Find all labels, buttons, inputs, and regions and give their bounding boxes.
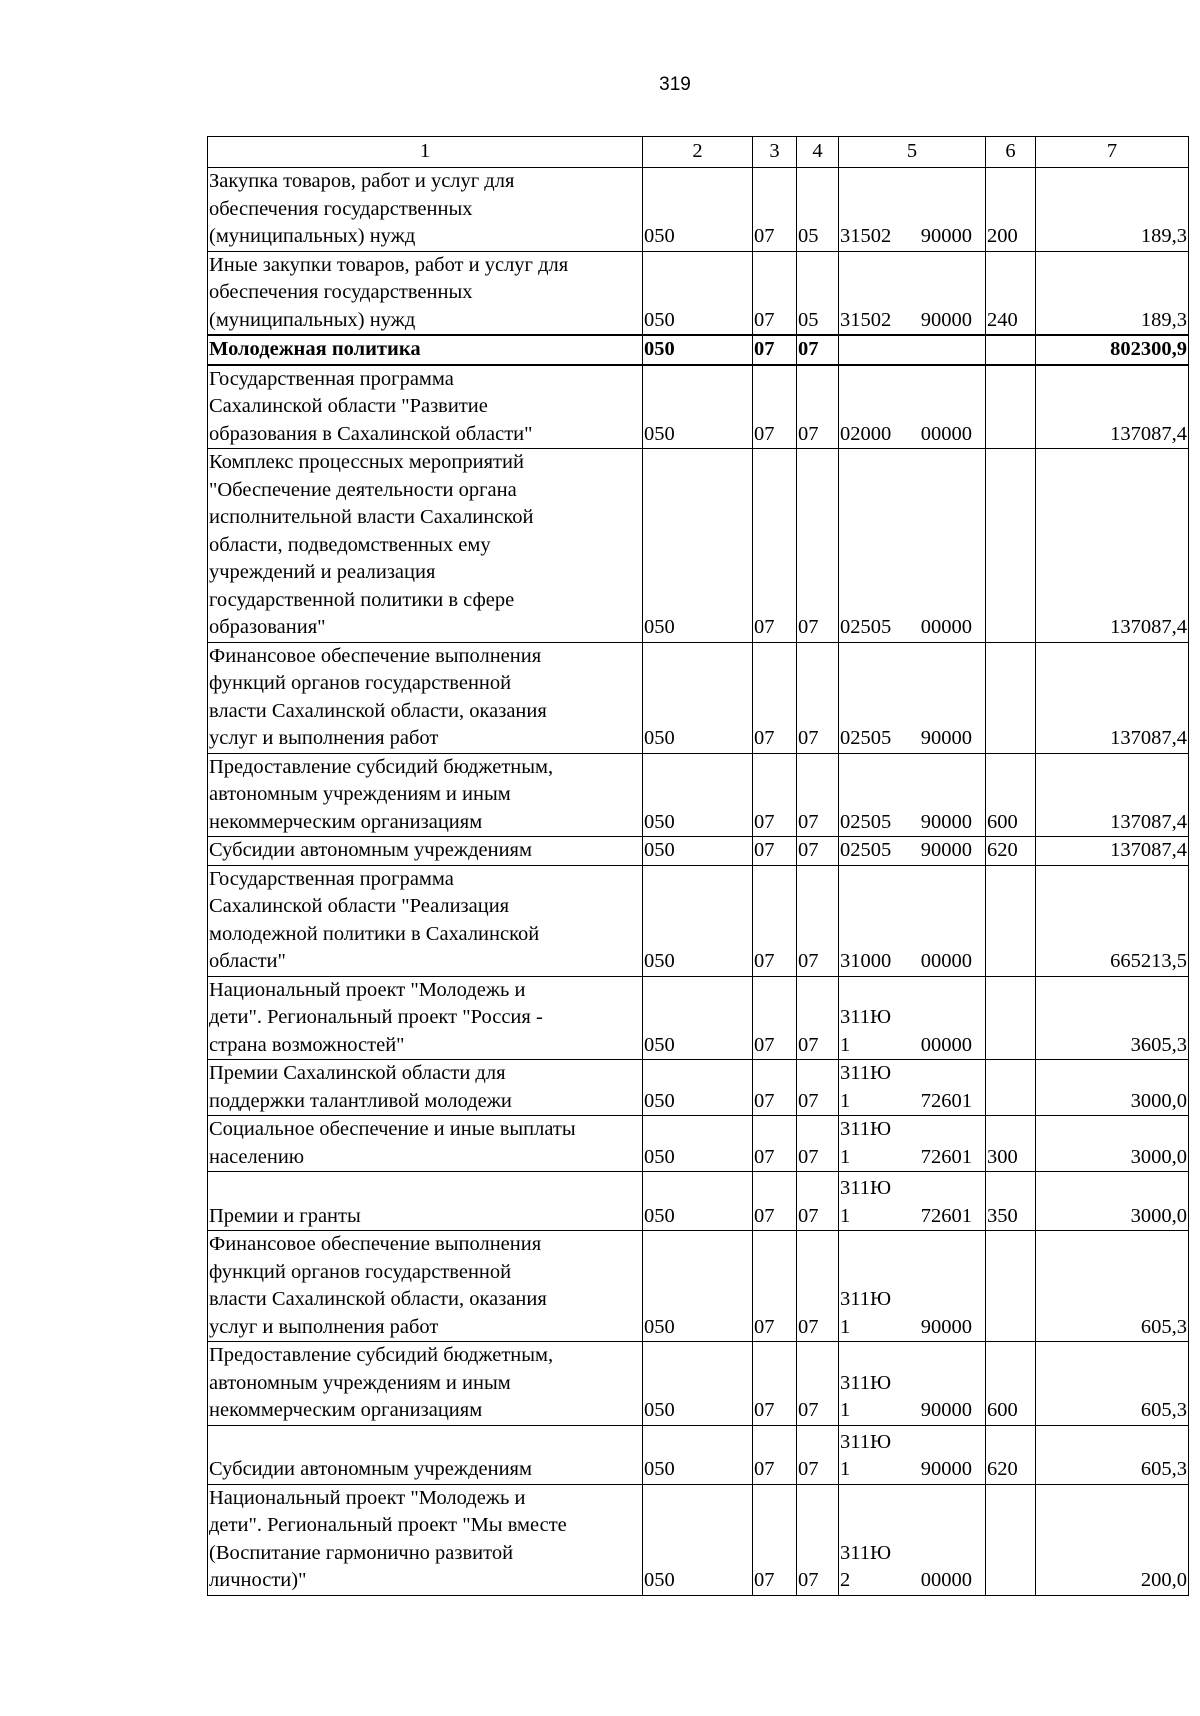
target-article-cell: [839, 1484, 986, 1595]
ministry-code-cell: 050: [643, 365, 753, 449]
amount-cell: 189,3: [1036, 251, 1189, 335]
target-article-cell: [839, 865, 986, 976]
target-article-cell: [839, 1172, 986, 1231]
target-article-cell: [839, 1342, 986, 1426]
target-article-cell: [839, 365, 986, 449]
row-name-cell: Национальный проект "Молодежь и дети". Региональный проект "Россия - страна возможностей": [208, 976, 643, 1060]
row-name-cell: Финансовое обеспечение выполнения функций органов государственной власти Сахалинской области, оказания услуг и выполнения работ: [208, 642, 643, 753]
row-name-cell: Субсидии автономным учреждениям: [208, 837, 643, 866]
target-article-direction: 90000: [920, 308, 972, 331]
target-article-direction: 90000: [920, 810, 972, 833]
table-row: [208, 168, 1189, 252]
subsection-code-cell: 07: [797, 449, 839, 643]
amount-cell: 137087,4: [1036, 365, 1189, 449]
section-code-cell: 07: [753, 1484, 797, 1595]
table-row: [208, 449, 1189, 643]
target-article-cell: [839, 1231, 986, 1342]
target-article-part: 02000: [840, 422, 892, 445]
amount-cell: 137087,4: [1036, 642, 1189, 753]
ministry-code-cell: 050: [643, 1231, 753, 1342]
amount-cell: 137087,4: [1036, 837, 1189, 866]
header-row: [208, 137, 1189, 168]
target-article-part: 02505: [840, 616, 892, 638]
target-article-part: 02505: [840, 810, 892, 833]
target-article-cell: [839, 168, 986, 252]
amount-cell: 137087,4: [1036, 753, 1189, 837]
target-article-line: [840, 1032, 984, 1060]
ministry-code-cell: 050: [643, 168, 753, 252]
expense-type-cell: [986, 642, 1036, 753]
ministry-code-cell: 050: [643, 837, 753, 866]
ministry-code-cell: 050: [643, 1484, 753, 1595]
row-name-cell: Премии Сахалинской области для поддержки талантливой молодежи: [208, 1060, 643, 1116]
target-article-direction: 90000: [920, 225, 972, 247]
amount-cell: 3000,0: [1036, 1172, 1189, 1231]
target-article-cell: [839, 251, 986, 335]
subsection-code-cell: 07: [797, 1172, 839, 1231]
row-name-cell: Социальное обеспечение и иные выплаты населению: [208, 1116, 643, 1172]
table-row: [208, 753, 1189, 837]
target-article-direction: 00000: [920, 1569, 972, 1591]
target-article-part: 1: [840, 1145, 851, 1168]
table-body: [208, 168, 1189, 1596]
ministry-code-cell: 050: [643, 1425, 753, 1484]
target-article-part: 1: [840, 1458, 851, 1480]
target-article-part: 1: [840, 1033, 851, 1056]
expense-type-cell: 300: [986, 1116, 1036, 1172]
table-row: [208, 976, 1189, 1060]
target-article-part: 31502: [840, 225, 892, 247]
amount-cell: 605,3: [1036, 1342, 1189, 1426]
expense-type-cell: [986, 1484, 1036, 1595]
target-article-part: 31000: [840, 950, 892, 972]
target-article-part: 1: [840, 1399, 851, 1421]
section-code-cell: 07: [753, 1060, 797, 1116]
ministry-code-cell: 050: [643, 335, 753, 365]
target-article-line: [840, 837, 984, 865]
subsection-code-cell: 07: [797, 642, 839, 753]
row-name-cell: Премии и гранты: [208, 1172, 643, 1231]
table-row: [208, 1425, 1189, 1484]
table-row: [208, 1172, 1189, 1231]
subsection-code-cell: 07: [797, 365, 839, 449]
row-name-cell: Иные закупки товаров, работ и услуг для обеспечения государственных (муниципальных) нужд: [208, 251, 643, 335]
row-name-cell: Финансовое обеспечение выполнения функций органов государственной власти Сахалинской области, оказания услуг и выполнения работ: [208, 1231, 643, 1342]
amount-cell: 137087,4: [1036, 449, 1189, 643]
row-name-cell: Комплекс процессных мероприятий "Обеспечение деятельности органа исполнительной власти Сахалинской области, подведомственных ему учреждений и реализация государственной политики в сфере образования": [208, 449, 643, 643]
subsection-code-cell: 07: [797, 1484, 839, 1595]
subsection-code-cell: 05: [797, 168, 839, 252]
subsection-code-cell: 07: [797, 837, 839, 866]
target-article-direction: 72601: [920, 1089, 972, 1112]
target-article-part: 02505: [840, 839, 892, 861]
ministry-code-cell: 050: [643, 1060, 753, 1116]
expense-type-cell: [986, 365, 1036, 449]
target-article-cell: [839, 1425, 986, 1484]
expense-type-cell: [986, 976, 1036, 1060]
target-article-prefix: 311Ю: [840, 1288, 892, 1310]
expense-type-cell: 600: [986, 753, 1036, 837]
table-row: [208, 1342, 1189, 1426]
expense-type-cell: [986, 1060, 1036, 1116]
row-name-cell: Предоставление субсидий бюджетным, автономным учреждениям и иным некоммерческим организациям: [208, 753, 643, 837]
header-col-4: 4: [797, 137, 839, 168]
subsection-code-cell: 07: [797, 1231, 839, 1342]
target-article-cell: [839, 976, 986, 1060]
table-row: [208, 1231, 1189, 1342]
target-article-line: [840, 1144, 984, 1172]
target-article-line: [840, 1397, 984, 1425]
expense-type-cell: [986, 449, 1036, 643]
section-code-cell: 07: [753, 168, 797, 252]
target-article-direction: 90000: [920, 1399, 972, 1421]
ministry-code-cell: 050: [643, 251, 753, 335]
section-code-cell: 07: [753, 1231, 797, 1342]
row-name-cell: Молодежная политика: [208, 335, 643, 365]
row-name-cell: Государственная программа Сахалинской области "Реализация молодежной политики в Сахалинской области": [208, 865, 643, 976]
table-row: [208, 1116, 1189, 1172]
subsection-code-cell: 07: [797, 1425, 839, 1484]
header-col-2: 2: [643, 137, 753, 168]
expense-type-cell: 350: [986, 1172, 1036, 1231]
target-article-line: [840, 1314, 984, 1342]
expense-type-cell: [986, 335, 1036, 365]
target-article-direction: 72601: [920, 1204, 972, 1227]
section-code-cell: 07: [753, 1342, 797, 1426]
amount-cell: 605,3: [1036, 1425, 1189, 1484]
budget-table: [207, 136, 1189, 1596]
section-code-cell: 07: [753, 976, 797, 1060]
table-row: [208, 335, 1189, 365]
section-code-cell: 07: [753, 753, 797, 837]
target-article-line: [840, 421, 984, 449]
table-row: [208, 642, 1189, 753]
section-code-cell: 07: [753, 1172, 797, 1231]
target-article-prefix: 311Ю: [840, 1177, 892, 1199]
expense-type-cell: [986, 865, 1036, 976]
target-article-line: [840, 809, 984, 837]
target-article-direction: 72601: [920, 1145, 972, 1168]
target-article-line: [840, 307, 984, 335]
ministry-code-cell: 050: [643, 865, 753, 976]
section-code-cell: 07: [753, 365, 797, 449]
subsection-code-cell: 07: [797, 976, 839, 1060]
target-article-cell: [839, 335, 986, 365]
target-article-prefix: 311Ю: [840, 1006, 892, 1028]
target-article-part: 2: [840, 1569, 851, 1591]
amount-cell: 3000,0: [1036, 1060, 1189, 1116]
section-code-cell: 07: [753, 449, 797, 643]
header-col-6: 6: [986, 137, 1036, 168]
target-article-direction: 00000: [920, 1033, 972, 1056]
target-article-line: [840, 614, 984, 642]
target-article-cell: [839, 1116, 986, 1172]
target-article-line: [840, 1203, 984, 1231]
target-article-part: 31502: [840, 308, 892, 331]
target-article-part: 1: [840, 1204, 851, 1227]
ministry-code-cell: 050: [643, 1172, 753, 1231]
amount-cell: 189,3: [1036, 168, 1189, 252]
expense-type-cell: [986, 1231, 1036, 1342]
ministry-code-cell: 050: [643, 642, 753, 753]
table-row: [208, 865, 1189, 976]
target-article-cell: [839, 449, 986, 643]
subsection-code-cell: 07: [797, 1342, 839, 1426]
target-article-prefix: 311Ю: [840, 1062, 892, 1084]
amount-cell: 605,3: [1036, 1231, 1189, 1342]
row-name-cell: Закупка товаров, работ и услуг для обеспечения государственных (муниципальных) нужд: [208, 168, 643, 252]
ministry-code-cell: 050: [643, 753, 753, 837]
page-number: 319: [659, 74, 691, 95]
subsection-code-cell: 07: [797, 865, 839, 976]
amount-cell: 3605,3: [1036, 976, 1189, 1060]
expense-type-cell: 200: [986, 168, 1036, 252]
subsection-code-cell: 07: [797, 1060, 839, 1116]
header-col-1: 1: [208, 137, 643, 168]
expense-type-cell: 240: [986, 251, 1036, 335]
section-code-cell: 07: [753, 837, 797, 866]
target-article-direction: 00000: [920, 616, 972, 638]
amount-cell: 665213,5: [1036, 865, 1189, 976]
target-article-line: [840, 1088, 984, 1116]
target-article-prefix: 311Ю: [840, 1430, 892, 1453]
table-row: [208, 1484, 1189, 1595]
ministry-code-cell: 050: [643, 449, 753, 643]
amount-cell: 200,0: [1036, 1484, 1189, 1595]
section-code-cell: 07: [753, 1116, 797, 1172]
target-article-direction: 00000: [920, 950, 972, 972]
target-article-prefix: 311Ю: [840, 1371, 892, 1394]
section-code-cell: 07: [753, 251, 797, 335]
target-article-direction: 90000: [920, 727, 972, 749]
expense-type-cell: 600: [986, 1342, 1036, 1426]
header-col-3: 3: [753, 137, 797, 168]
expense-type-cell: 620: [986, 1425, 1036, 1484]
target-article-line: [840, 1456, 984, 1484]
ministry-code-cell: 050: [643, 976, 753, 1060]
table-row: [208, 837, 1189, 866]
target-article-line: [840, 223, 984, 251]
header-col-5: 5: [839, 137, 986, 168]
target-article-prefix: 311Ю: [840, 1118, 892, 1140]
amount-cell: 3000,0: [1036, 1116, 1189, 1172]
section-code-cell: 07: [753, 335, 797, 365]
section-code-cell: 07: [753, 865, 797, 976]
target-article-direction: 00000: [920, 422, 972, 445]
row-name-cell: Государственная программа Сахалинской области "Развитие образования в Сахалинской области": [208, 365, 643, 449]
subsection-code-cell: 07: [797, 1116, 839, 1172]
target-article-part: 02505: [840, 727, 892, 749]
target-article-prefix: 311Ю: [840, 1541, 892, 1564]
target-article-cell: [839, 1060, 986, 1116]
row-name-cell: Предоставление субсидий бюджетным, автономным учреждениям и иным некоммерческим организациям: [208, 1342, 643, 1426]
target-article-part: 1: [840, 1089, 851, 1112]
ministry-code-cell: 050: [643, 1342, 753, 1426]
row-name-cell: Национальный проект "Молодежь и дети". Региональный проект "Мы вместе (Воспитание гармонично развитой личности)": [208, 1484, 643, 1595]
target-article-cell: [839, 642, 986, 753]
target-article-cell: [839, 753, 986, 837]
row-name-cell: Субсидии автономным учреждениям: [208, 1425, 643, 1484]
ministry-code-cell: 050: [643, 1116, 753, 1172]
table-row: [208, 1060, 1189, 1116]
section-code-cell: 07: [753, 642, 797, 753]
target-article-line: [840, 725, 984, 753]
target-article-line: [840, 948, 984, 976]
amount-cell: 802300,9: [1036, 335, 1189, 365]
subsection-code-cell: 07: [797, 753, 839, 837]
target-article-part: 1: [840, 1315, 851, 1338]
subsection-code-cell: 07: [797, 335, 839, 365]
target-article-direction: 90000: [920, 1315, 972, 1338]
expense-type-cell: 620: [986, 837, 1036, 866]
target-article-direction: 90000: [920, 839, 972, 861]
subsection-code-cell: 05: [797, 251, 839, 335]
section-code-cell: 07: [753, 1425, 797, 1484]
target-article-direction: 90000: [920, 1458, 972, 1480]
table-row: [208, 251, 1189, 335]
table-row: [208, 365, 1189, 449]
target-article-line: [840, 1567, 984, 1595]
header-col-7: 7: [1036, 137, 1189, 168]
target-article-cell: [839, 837, 986, 866]
